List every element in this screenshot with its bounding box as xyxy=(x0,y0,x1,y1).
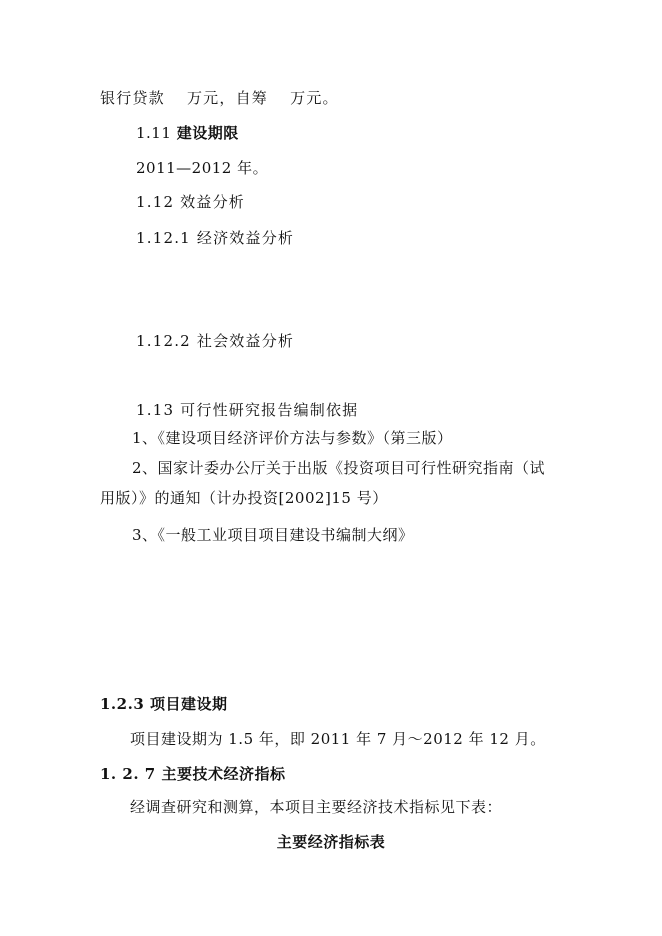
heading-1-13 xyxy=(136,400,358,420)
construction-period-text: 2011—2012 年。 xyxy=(136,159,269,177)
heading-title: 社会效益分析 xyxy=(196,332,295,350)
heading-title: 项目建设期 xyxy=(150,695,228,713)
heading-1-12-1 xyxy=(136,228,294,248)
heading-title: 效益分析 xyxy=(180,193,245,211)
basis-item-2: 2、国家计委办公厅关于出版《投资项目可行性研究指南（试 xyxy=(132,459,546,477)
basis-item-1: 1、《建设项目经济评价方法与参数》（第三版） xyxy=(132,429,453,447)
heading-1-11 xyxy=(136,123,239,143)
table-title: 主要经济指标表 xyxy=(276,833,386,851)
heading-number: 1. 2. 7 xyxy=(100,765,156,783)
construction-duration-text: 项目建设期为 1.5 年，即 2011 年 7 月～2012 年 12 月。 xyxy=(130,730,546,748)
heading-1-2-3 xyxy=(100,694,228,714)
basis-item-2-continued: 用版）》的通知（计办投资[2002]15 号） xyxy=(100,489,388,507)
heading-title: 建设期限 xyxy=(176,124,239,142)
heading-title: 可行性研究报告编制依据 xyxy=(180,401,359,419)
heading-title: 主要技术经济指标 xyxy=(161,765,286,783)
funding-sources-line: 银行贷款 万元，自筹 万元。 xyxy=(100,89,339,107)
basis-item-3: 3、《一般工业项目项目建设书编制大纲》 xyxy=(132,526,414,544)
heading-number: 1.12.2 xyxy=(136,332,191,350)
heading-number: 1.11 xyxy=(136,124,172,142)
heading-1-12-2 xyxy=(136,331,294,351)
heading-number: 1.12.1 xyxy=(136,229,191,247)
heading-number: 1.12 xyxy=(136,193,175,211)
heading-number: 1.13 xyxy=(136,401,175,419)
indicator-intro-text: 经调查研究和测算，本项目主要经济技术指标见下表： xyxy=(130,798,503,816)
heading-number: 1.2.3 xyxy=(100,695,145,713)
heading-title: 经济效益分析 xyxy=(196,229,295,247)
heading-1-12 xyxy=(136,192,245,212)
heading-1-2-7 xyxy=(100,764,285,784)
